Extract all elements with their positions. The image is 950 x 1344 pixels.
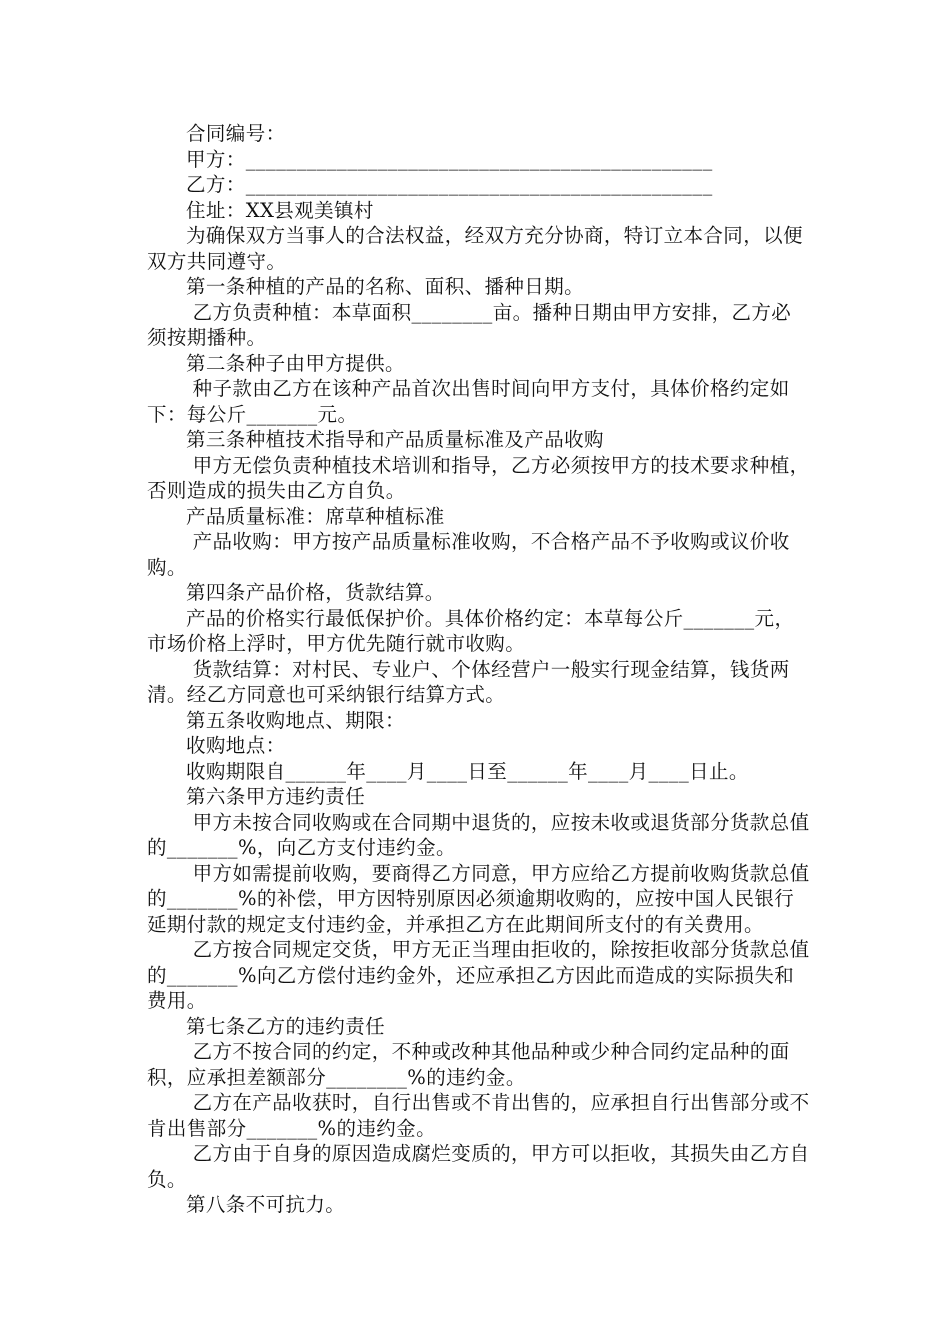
address-line: 住址：XX县观美镇村 bbox=[186, 198, 374, 222]
article-4-heading: 第四条产品价格，货款结算。 bbox=[186, 581, 445, 604]
article-5-paragraph-1: 收购地点： bbox=[186, 734, 286, 757]
article-5-paragraph-2: 收购期限自______年____月____日至______年____月____日止。 bbox=[186, 759, 749, 783]
article-3-paragraph-3: 产品收购：甲方按产品质量标准收购，不合格产品不予收购或议价收购。 bbox=[147, 530, 790, 579]
article-7-paragraph-1: 乙方不按合同的约定，不种或改种其他品种或少种合同约定品种的面积，应承担差额部分________%的违约金。 bbox=[147, 1040, 790, 1089]
party-a-line: 甲方：______________________________________________ bbox=[186, 147, 713, 171]
contract-number-line: 合同编号： bbox=[186, 122, 286, 145]
contract-body bbox=[147, 121, 810, 1218]
article-1-paragraph: 乙方负责种植：本草面积________亩。播种日期由甲方安排，乙方必须按期播种。 bbox=[147, 300, 792, 349]
article-3-paragraph-2: 产品质量标准：席草种植标准 bbox=[186, 504, 445, 528]
article-7-paragraph-3: 乙方由于自身的原因造成腐烂变质的，甲方可以拒收，其损失由乙方自负。 bbox=[147, 1142, 810, 1191]
article-6-paragraph-2: 甲方如需提前收购，要商得乙方同意，甲方应给乙方提前收购货款总值的_______%的补偿，甲方因特别原因必须逾期收购的，应按中国人民银行延期付款的规定支付违约金，并承担乙方在此期间所支付的有关费用。 bbox=[147, 861, 810, 936]
article-2-paragraph: 种子款由乙方在该种产品首次出售时间向甲方支付，具体价格约定如下：每公斤_______元。 bbox=[147, 377, 790, 426]
article-7-paragraph-2: 乙方在产品收获时，自行出售或不肯出售的，应承担自行出售部分或不肯出售部分_______%的违约金。 bbox=[147, 1091, 810, 1140]
article-3-heading: 第三条种植技术指导和产品质量标准及产品收购 bbox=[186, 428, 604, 451]
party-b-line: 乙方：______________________________________________ bbox=[186, 173, 713, 196]
article-2-heading: 第二条种子由甲方提供。 bbox=[186, 351, 405, 375]
preamble-paragraph: 为确保双方当事人的合法权益，经双方充分协商，特订立本合同，以便双方共同遵守。 bbox=[147, 224, 803, 273]
article-6-paragraph-3: 乙方按合同规定交货，甲方无正当理由拒收的，除按拒收部分货款总值的_______%向乙方偿付违约金外，还应承担乙方因此而造成的实际损失和费用。 bbox=[147, 938, 810, 1012]
article-8-heading: 第八条不可抗力。 bbox=[186, 1193, 346, 1216]
article-4-paragraph-1: 产品的价格实行最低保护价。具体价格约定：本草每公斤_______元，市场价格上浮时，甲方优先随行就市收购。 bbox=[147, 606, 795, 655]
article-4-paragraph-2: 货款结算：对村民、专业户、个体经营户一般实行现金结算，钱货两清。经乙方同意也可采纳银行结算方式。 bbox=[147, 657, 790, 706]
article-1-heading: 第一条种植的产品的名称、面积、播种日期。 bbox=[186, 275, 585, 298]
article-6-heading: 第六条甲方违约责任 bbox=[186, 785, 366, 808]
article-3-paragraph-1: 甲方无偿负责种植技术培训和指导，乙方必须按甲方的技术要求种植，否则造成的损失由乙方自负。 bbox=[147, 453, 810, 502]
article-6-paragraph-1: 甲方未按合同收购或在合同期中退货的，应按未收或退货部分货款总值的_______%，向乙方支付违约金。 bbox=[147, 810, 810, 859]
article-5-heading: 第五条收购地点、期限： bbox=[186, 708, 405, 732]
article-7-heading: 第七条乙方的违约责任 bbox=[186, 1014, 386, 1038]
